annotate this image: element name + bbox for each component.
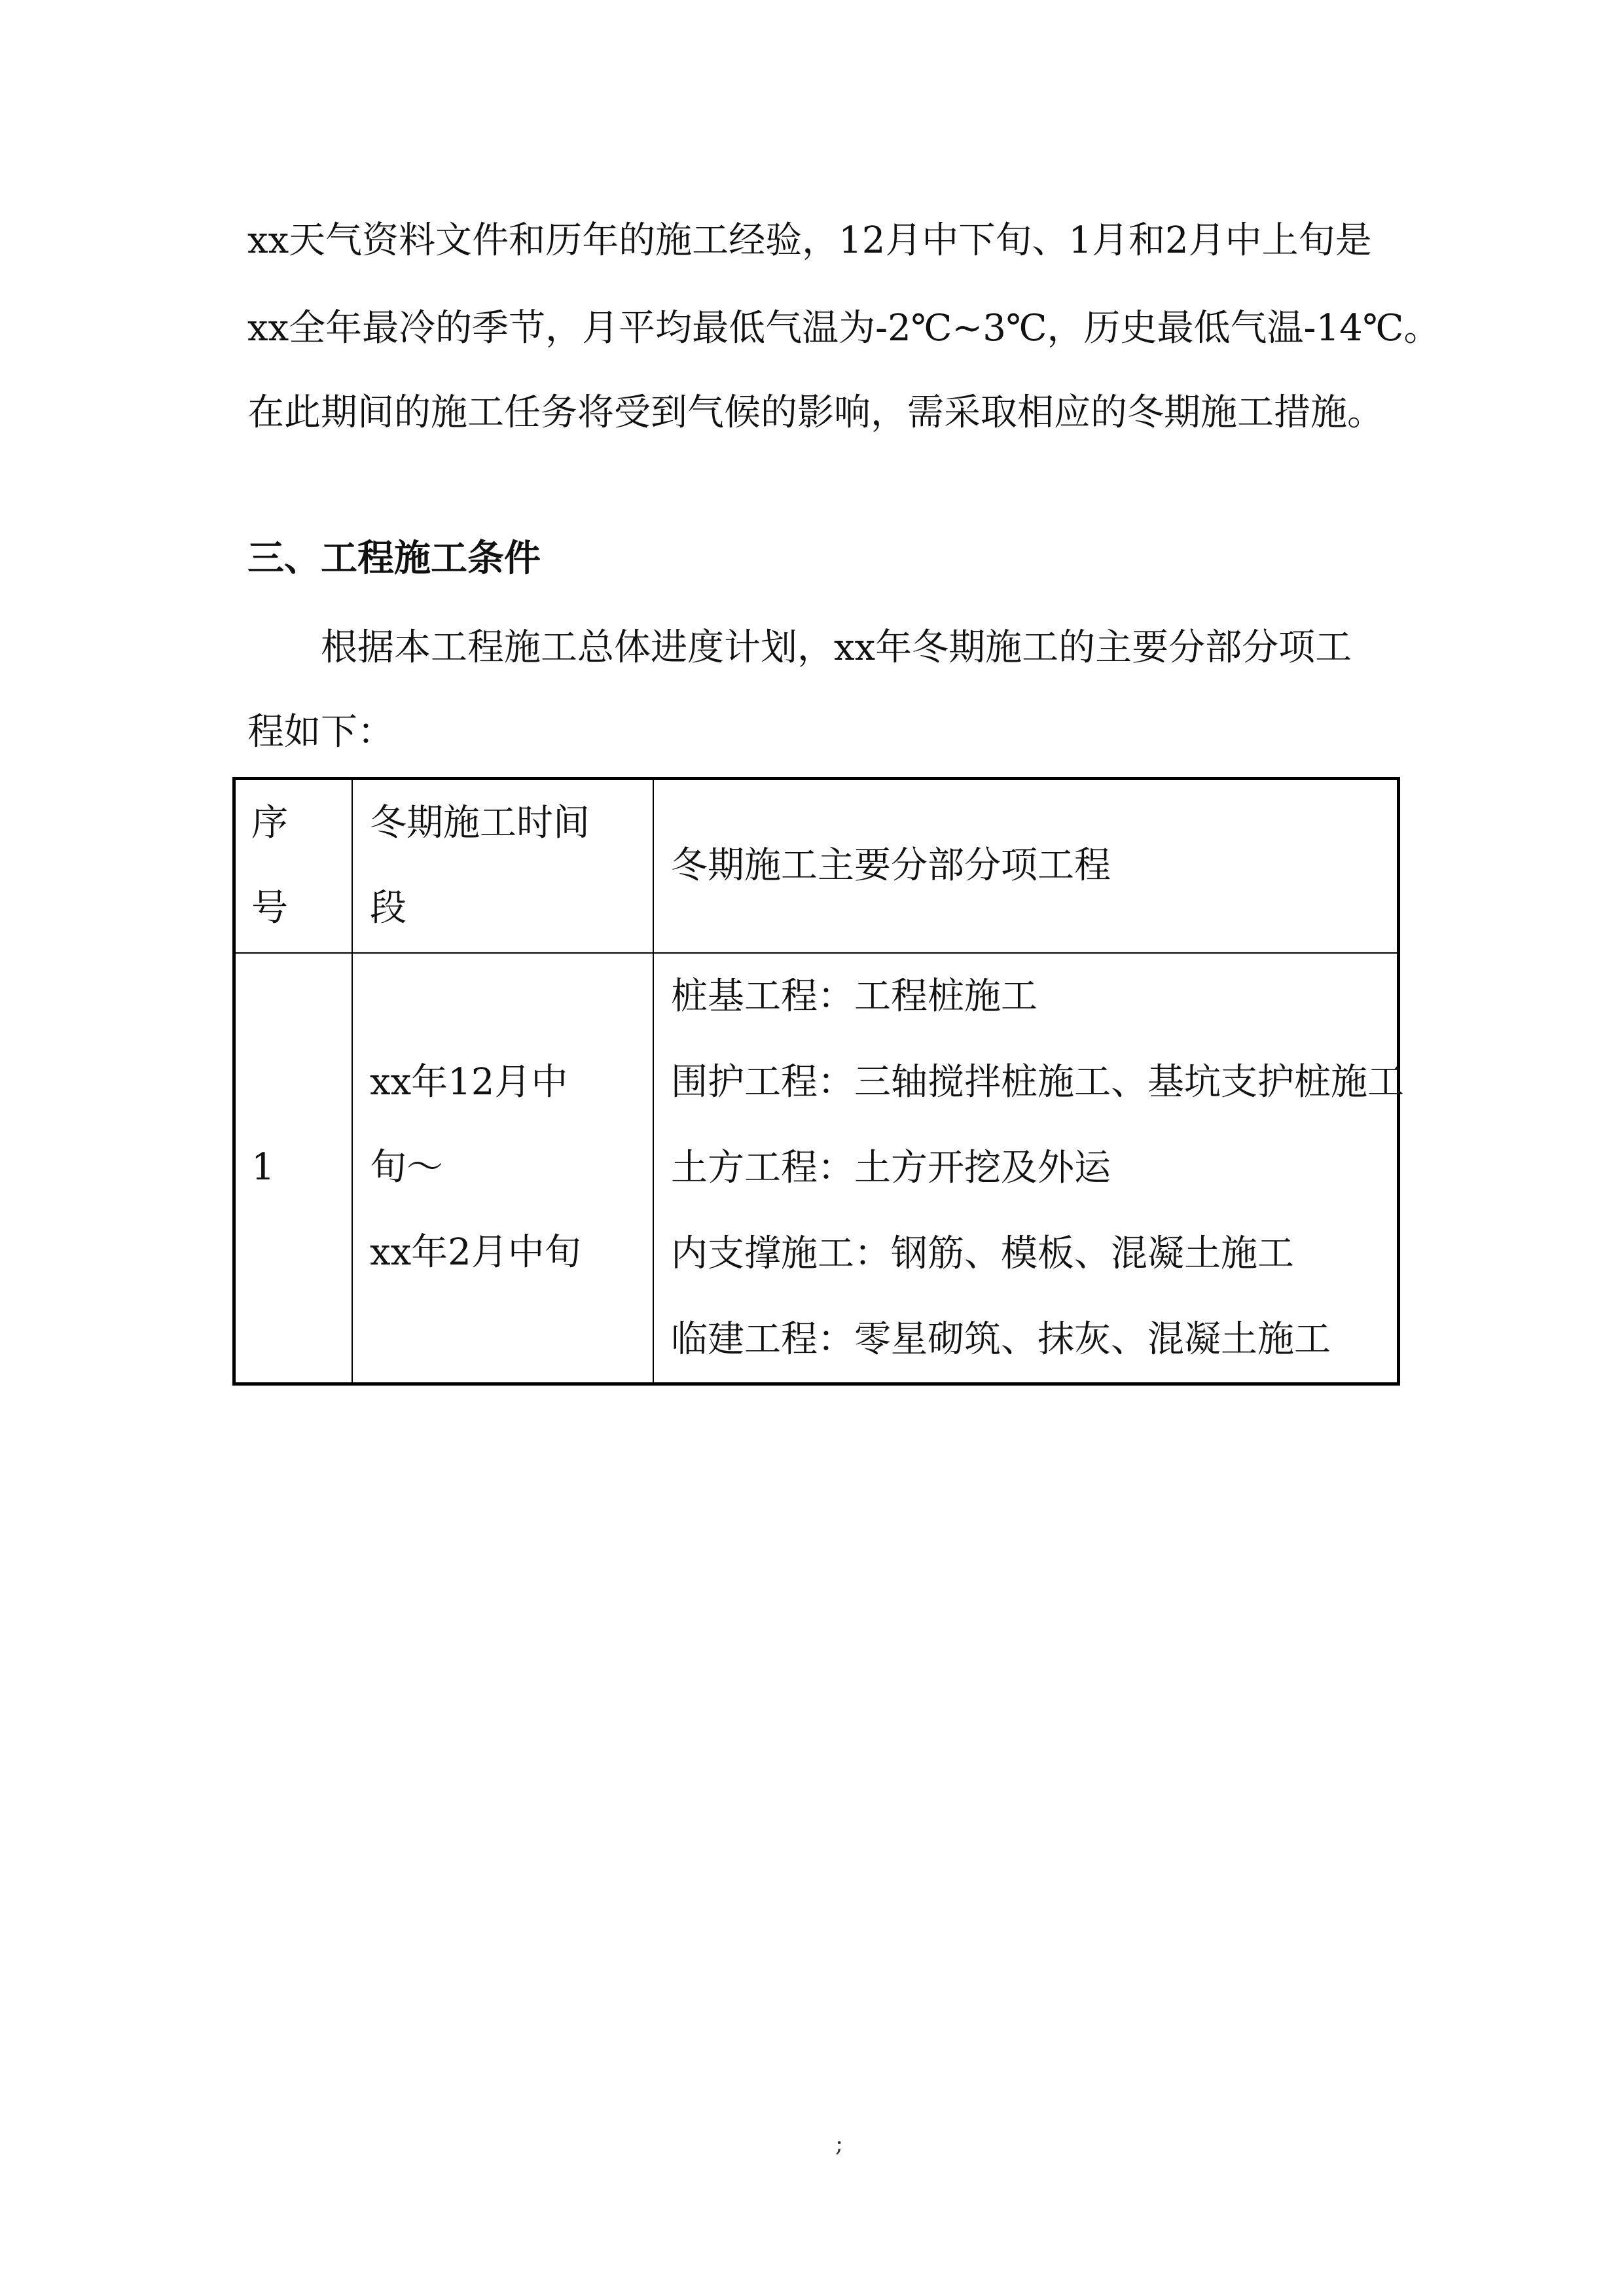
row-period-line: xx年2月中旬 bbox=[370, 1231, 581, 1274]
row-items bbox=[653, 953, 1404, 1384]
intro-line-2: 程如下： bbox=[247, 711, 394, 753]
page-mark: ; bbox=[835, 2130, 844, 2157]
row-item-line: 内支撑施工：钢筋、模板、混凝土施工 bbox=[671, 1232, 1294, 1275]
table-header-row bbox=[234, 779, 1399, 953]
row-item-line: 土方工程：土方开挖及外运 bbox=[671, 1146, 1111, 1189]
winter-construction-table bbox=[232, 777, 1404, 1386]
header-serial-line: 号 bbox=[251, 887, 288, 930]
header-items: 冬期施工主要分部分项工程 bbox=[653, 779, 1399, 953]
header-serial-line: 序 bbox=[251, 802, 288, 845]
section-heading: 三、工程施工条件 bbox=[247, 537, 541, 580]
row-item-line: 桩基工程：工程桩施工 bbox=[671, 975, 1038, 1018]
paragraph-line-1: xx天气资料文件和历年的施工经验，12月中下旬、1月和2月中上旬是 bbox=[247, 219, 1372, 262]
header-period-line: 冬期施工时间 bbox=[370, 802, 590, 845]
row-item-line: 围护工程：三轴搅拌桩施工、基坑支护桩施工 bbox=[671, 1060, 1404, 1103]
row-period-line: xx年12月中 bbox=[370, 1061, 568, 1103]
header-period-line: 段 bbox=[370, 887, 406, 930]
table-row bbox=[234, 953, 1399, 1384]
intro-line-1: 根据本工程施工总体进度计划，xx年冬期施工的主要分部分项工 bbox=[321, 626, 1352, 669]
row-period-line: 旬～ bbox=[370, 1146, 443, 1189]
header-serial-number bbox=[234, 779, 353, 953]
paragraph-line-2: xx全年最冷的季节，月平均最低气温为-2℃~3℃，历史最低气温-14℃。 bbox=[247, 307, 1441, 350]
row-item-line: 临建工程：零星砌筑、抹灰、混凝土施工 bbox=[671, 1318, 1331, 1361]
header-period bbox=[352, 779, 653, 953]
paragraph-line-3: 在此期间的施工任务将受到气候的影响，需采取相应的冬期施工措施。 bbox=[247, 391, 1384, 434]
row-period bbox=[352, 953, 653, 1384]
row-serial-number: 1 bbox=[234, 953, 353, 1384]
